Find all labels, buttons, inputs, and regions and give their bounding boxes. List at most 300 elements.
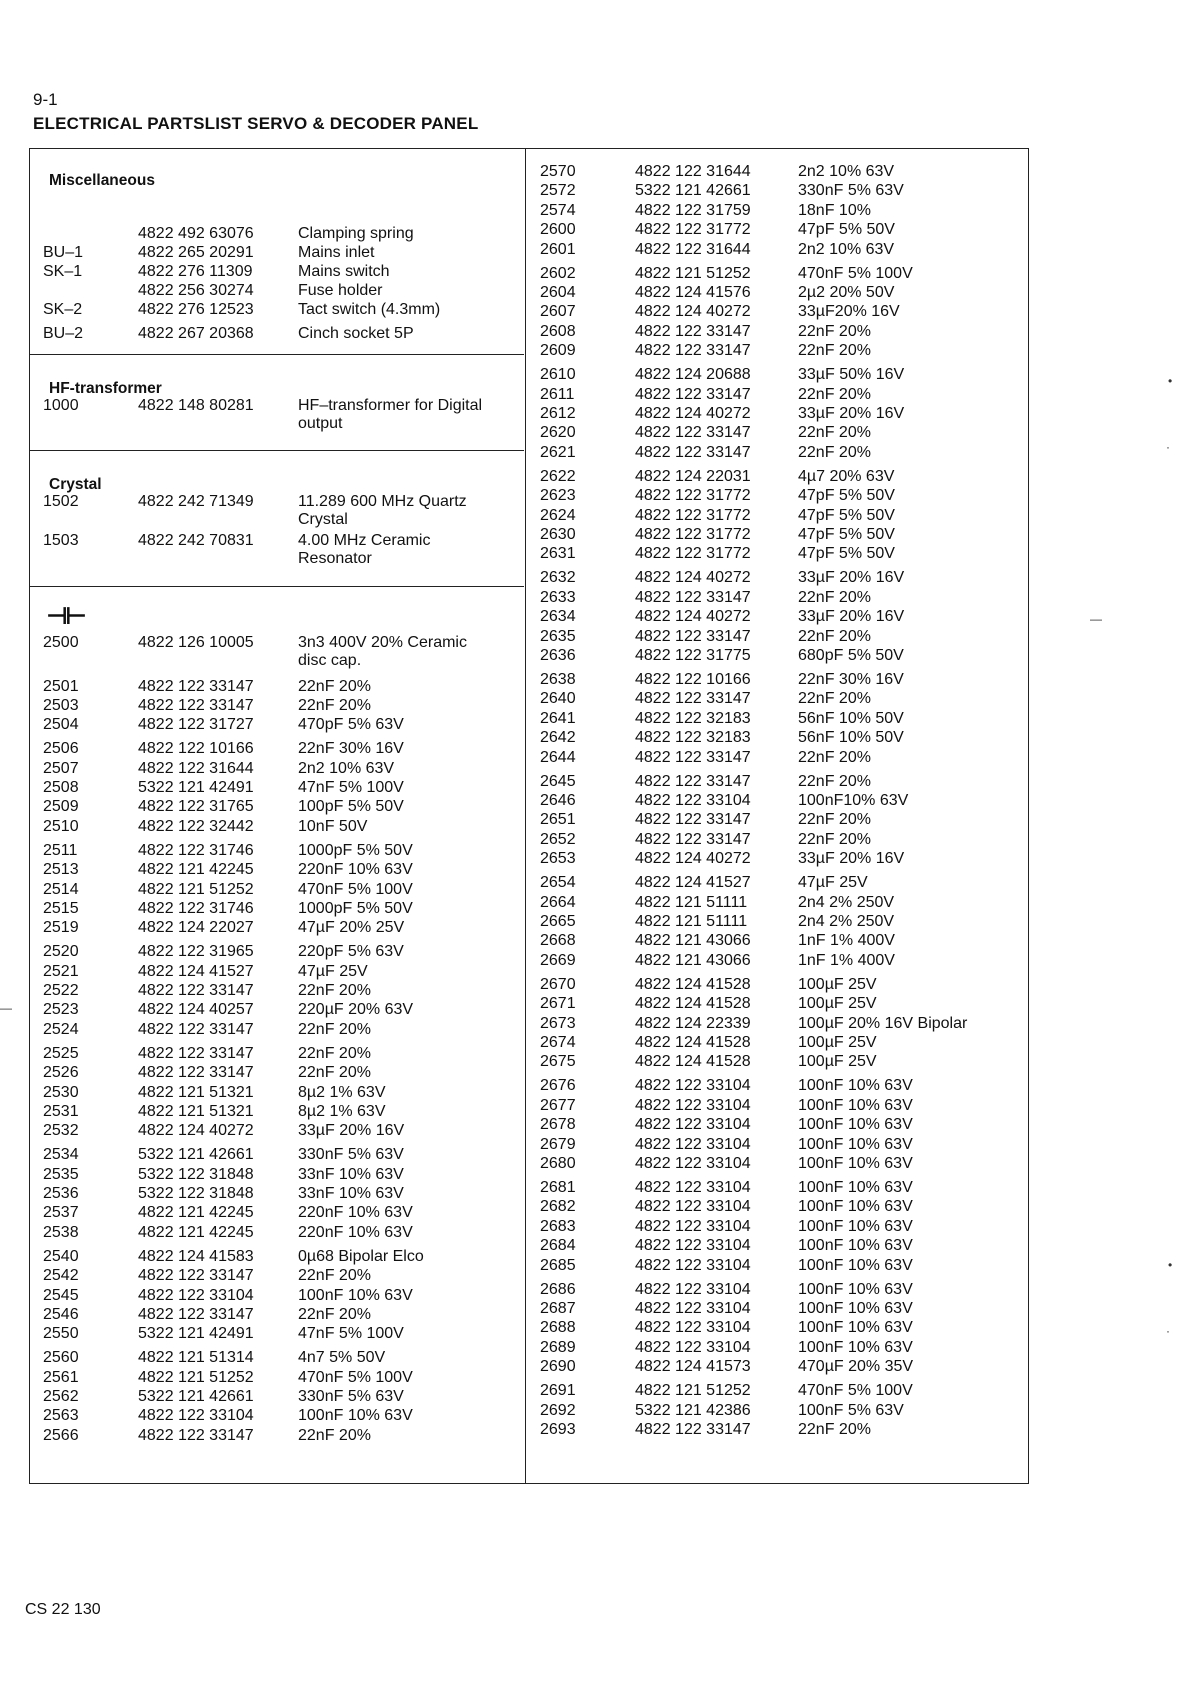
position-number: 2530 xyxy=(43,1083,79,1101)
part-description: 33µF 20% 16V xyxy=(798,850,905,868)
part-description: 33µF 20% 16V xyxy=(798,608,905,626)
position-number: 2682 xyxy=(540,1198,576,1216)
part-code: 4822 122 33147 xyxy=(138,1267,254,1285)
part-description: 100nF 10% 63V xyxy=(798,1116,913,1134)
part-description: 100nF 10% 63V xyxy=(798,1300,913,1317)
part-description: 33µF 20% 16V xyxy=(798,405,905,422)
part-code: 5322 121 42491 xyxy=(138,1325,254,1343)
part-description: 47pF 5% 50V xyxy=(798,221,895,239)
position-number: BU–1 xyxy=(43,244,84,261)
part-code: 4822 242 71349 xyxy=(138,493,254,510)
position-number: 2537 xyxy=(43,1204,79,1222)
position-number: 2513 xyxy=(43,861,79,879)
position-number: 2612 xyxy=(540,405,576,422)
part-code: 4822 122 33104 xyxy=(635,1256,751,1274)
part-code: 4822 122 32183 xyxy=(635,729,751,747)
position-number: 2506 xyxy=(43,740,79,758)
position-number: 2607 xyxy=(540,303,576,321)
part-code: 4822 122 31644 xyxy=(635,240,751,258)
position-number: 2563 xyxy=(43,1407,79,1425)
part-code: 4822 122 33147 xyxy=(138,1064,254,1082)
part-description: 47nF 5% 100V xyxy=(298,779,404,796)
position-number: 2602 xyxy=(540,264,576,282)
position-number: 2632 xyxy=(540,569,576,587)
part-code: 4822 124 22339 xyxy=(635,1014,751,1032)
part-code: 4822 124 40272 xyxy=(635,405,751,422)
page-title: ELECTRICAL PARTSLIST SERVO & DECODER PANEL xyxy=(33,114,479,133)
part-code: 4822 122 31772 xyxy=(635,545,751,563)
part-code: 4822 124 22031 xyxy=(635,467,751,485)
position-number: 2507 xyxy=(43,759,79,777)
part-description: 22nF 20% xyxy=(298,696,371,714)
part-code: 4822 124 40272 xyxy=(635,303,751,321)
part-code: 4822 124 41576 xyxy=(635,284,751,301)
page-number: 9-1 xyxy=(33,90,58,109)
part-description: 47pF 5% 50V xyxy=(798,487,895,505)
position-number: 2501 xyxy=(43,677,79,695)
part-code: 4822 256 30274 xyxy=(138,282,254,299)
part-description: 100µF 25V xyxy=(798,975,877,993)
position-number: 2651 xyxy=(540,811,576,829)
part-code: 4822 122 31965 xyxy=(138,943,254,961)
part-code: 4822 121 51314 xyxy=(138,1349,254,1367)
position-number: 2540 xyxy=(43,1247,79,1265)
part-description: 470µF 20% 35V xyxy=(798,1358,914,1376)
part-code: 4822 121 42245 xyxy=(138,861,254,879)
position-number: 2531 xyxy=(43,1102,79,1120)
part-description: 100nF 10% 63V xyxy=(798,1135,913,1153)
part-code: 4822 124 41528 xyxy=(635,975,751,993)
part-description: 33µF 20% 16V xyxy=(298,1122,405,1140)
scan-mark: · xyxy=(1166,440,1170,454)
part-description: 33nF 10% 63V xyxy=(298,1165,404,1183)
position-number: 2504 xyxy=(43,716,79,734)
position-number: 2503 xyxy=(43,696,79,714)
part-description-continued: Resonator xyxy=(298,550,372,567)
position-number: 2634 xyxy=(540,608,576,626)
part-description: 100nF 10% 63V xyxy=(798,1237,913,1255)
part-description: 220pF 5% 63V xyxy=(298,943,404,961)
position-number: 2523 xyxy=(43,1001,79,1019)
part-code: 4822 121 42245 xyxy=(138,1204,254,1222)
position-number: 2525 xyxy=(43,1044,79,1062)
part-code: 4822 124 41528 xyxy=(635,995,751,1013)
part-code: 4822 124 40272 xyxy=(635,569,751,587)
position-number: 2500 xyxy=(43,634,79,651)
part-description: 22nF 20% xyxy=(798,342,871,360)
part-code: 5322 122 31848 xyxy=(138,1165,254,1183)
part-description: 4µ7 20% 63V xyxy=(798,467,895,485)
part-code: 5322 121 42661 xyxy=(138,1146,254,1164)
position-number: 2683 xyxy=(540,1217,576,1235)
page-footer: CS 22 130 xyxy=(25,1601,101,1618)
part-description: 100nF 10% 63V xyxy=(798,1280,913,1298)
position-number: 1503 xyxy=(43,532,79,549)
part-code: 4822 122 33104 xyxy=(635,1096,751,1114)
part-description: 100nF 10% 63V xyxy=(798,1077,913,1095)
position-number: 2631 xyxy=(540,545,576,563)
part-description: 680pF 5% 50V xyxy=(798,647,904,664)
part-description: 22nF 20% xyxy=(298,1305,371,1323)
position-number: 2673 xyxy=(540,1014,576,1032)
position-number: 2514 xyxy=(43,880,79,898)
position-number: 2653 xyxy=(540,850,576,868)
part-code: 4822 122 33104 xyxy=(635,1319,751,1337)
part-description: 8µ2 1% 63V xyxy=(298,1083,386,1101)
position-number: 2642 xyxy=(540,729,576,747)
part-code: 4822 124 41528 xyxy=(635,1034,751,1051)
position-number: 2686 xyxy=(540,1280,576,1298)
part-description: 2n4 2% 250V xyxy=(798,893,895,911)
part-description: 470nF 5% 100V xyxy=(298,880,413,898)
part-description: 100µF 20% 16V Bipolar xyxy=(798,1014,968,1032)
part-description: 1nF 1% 400V xyxy=(798,932,895,950)
part-description: 10nF 50V xyxy=(298,817,368,835)
part-description: 100nF 10% 63V xyxy=(298,1407,413,1425)
part-code: 4822 122 33104 xyxy=(635,1280,751,1298)
part-description: 22nF 20% xyxy=(798,443,871,461)
part-code: 4822 122 31644 xyxy=(138,759,254,777)
part-code: 4822 122 33147 xyxy=(635,385,751,403)
part-code: 4822 265 20291 xyxy=(138,244,254,261)
part-code: 4822 492 63076 xyxy=(138,225,254,242)
position-number: 2532 xyxy=(43,1122,79,1140)
part-description: 100µF 25V xyxy=(798,1034,877,1051)
part-code: 4822 122 33147 xyxy=(138,696,254,714)
part-code: 4822 122 31746 xyxy=(138,899,254,917)
part-code: 4822 122 33104 xyxy=(635,1198,751,1216)
position-number: 2675 xyxy=(540,1053,576,1071)
position-number: 2624 xyxy=(540,506,576,524)
position-number: 2620 xyxy=(540,424,576,442)
position-number: 2665 xyxy=(540,913,576,930)
part-code: 4822 122 33104 xyxy=(635,1179,751,1196)
position-number: 2519 xyxy=(43,919,79,937)
part-description: 22nF 20% xyxy=(798,322,871,340)
part-description: 22nF 20% xyxy=(798,772,871,790)
part-code: 5322 121 42661 xyxy=(635,182,751,200)
part-code: 4822 122 33104 xyxy=(635,1300,751,1317)
position-number: 2536 xyxy=(43,1185,79,1202)
scan-mark: — xyxy=(1090,612,1102,626)
part-description: 47µF 20% 25V xyxy=(298,919,405,937)
position-number: 2515 xyxy=(43,899,79,917)
part-code: 4822 122 32442 xyxy=(138,817,254,835)
part-description: 22nF 20% xyxy=(798,385,871,403)
part-description: 47µF 25V xyxy=(798,874,868,892)
part-code: 4822 122 33147 xyxy=(138,1305,254,1323)
part-description: 2n2 10% 63V xyxy=(798,240,895,258)
part-description: 22nF 20% xyxy=(298,1020,371,1038)
position-number: 2692 xyxy=(540,1401,576,1419)
part-description: 4.00 MHz Ceramic xyxy=(298,532,431,549)
part-code: 5322 122 31848 xyxy=(138,1185,254,1202)
part-description: 220nF 10% 63V xyxy=(298,1204,413,1222)
part-code: 4822 122 31759 xyxy=(635,201,751,219)
part-description-continued: disc cap. xyxy=(298,652,362,669)
part-description: 0µ68 Bipolar Elco xyxy=(298,1247,424,1265)
position-number: 2562 xyxy=(43,1388,79,1405)
part-description: 220µF 20% 63V xyxy=(298,1001,414,1019)
part-code: 4822 122 31644 xyxy=(635,163,751,180)
position-number: 2641 xyxy=(540,709,576,727)
position-number: 2680 xyxy=(540,1155,576,1172)
scan-mark: • xyxy=(1168,1258,1173,1272)
part-description: 22nF 20% xyxy=(298,982,371,999)
part-code: 4822 124 40272 xyxy=(635,608,751,626)
part-description: 470nF 5% 100V xyxy=(798,1382,913,1400)
part-code: 4822 122 10166 xyxy=(635,671,751,688)
part-code: 4822 121 51252 xyxy=(138,1368,254,1386)
part-description: 100nF 10% 63V xyxy=(798,1338,913,1356)
part-description: 100nF 5% 63V xyxy=(798,1401,904,1419)
position-number: 2608 xyxy=(540,322,576,340)
part-code: 4822 122 33147 xyxy=(635,588,751,606)
position-number: 2611 xyxy=(540,385,575,403)
part-code: 4822 122 33104 xyxy=(635,1155,751,1172)
part-description: 22nF 20% xyxy=(798,748,871,766)
capacitor-symbol-icon: ⊣⊢ xyxy=(46,603,84,630)
part-code: 5322 121 42386 xyxy=(635,1401,751,1419)
part-code: 4822 124 40257 xyxy=(138,1001,254,1019)
position-number: 1000 xyxy=(43,397,79,414)
position-number: 2684 xyxy=(540,1237,576,1255)
part-code: 4822 122 31765 xyxy=(138,798,254,816)
position-number: 2545 xyxy=(43,1286,79,1304)
position-number: 2510 xyxy=(43,817,79,835)
section-crystal xyxy=(30,451,524,587)
part-description: 330nF 5% 63V xyxy=(298,1388,404,1405)
part-description: 3n3 400V 20% Ceramic xyxy=(298,634,467,651)
position-number: 2546 xyxy=(43,1305,79,1323)
part-code: 4822 121 51252 xyxy=(138,880,254,898)
part-code: 4822 122 31727 xyxy=(138,716,254,734)
part-code: 4822 124 40272 xyxy=(138,1122,254,1140)
part-code: 4822 122 31772 xyxy=(635,526,751,543)
part-code: 4822 121 51252 xyxy=(635,264,751,282)
position-number: SK–1 xyxy=(43,263,83,280)
part-code: 4822 122 33147 xyxy=(138,982,254,999)
scan-mark: — xyxy=(0,1001,12,1015)
part-code: 4822 124 22027 xyxy=(138,919,254,937)
part-description: 220nF 10% 63V xyxy=(298,1223,413,1241)
position-number: 2566 xyxy=(43,1426,79,1444)
part-description: 56nF 10% 50V xyxy=(798,709,904,727)
part-code: 4822 121 51111 xyxy=(635,893,748,911)
part-code: 4822 126 10005 xyxy=(138,634,254,651)
part-code: 4822 242 70831 xyxy=(138,532,254,549)
part-description: 100nF 10% 63V xyxy=(798,1155,913,1172)
part-description: 100nF 10% 63V xyxy=(298,1286,413,1304)
position-number: SK–2 xyxy=(43,301,83,318)
part-description: Clamping spring xyxy=(298,225,414,242)
part-code: 4822 122 33104 xyxy=(138,1407,254,1425)
part-description: 2µ2 20% 50V xyxy=(798,284,895,301)
part-description: 100nF 10% 63V xyxy=(798,1096,913,1114)
position-number: 2572 xyxy=(540,182,576,200)
part-code: 4822 122 33147 xyxy=(635,342,751,360)
part-description: 33nF 10% 63V xyxy=(298,1185,404,1202)
part-description: 22nF 20% xyxy=(798,690,871,708)
part-description: 22nF 20% xyxy=(798,811,871,829)
part-description-continued: output xyxy=(298,415,343,432)
position-number: 2646 xyxy=(540,792,576,809)
column-divider xyxy=(525,148,526,1484)
position-number: 2560 xyxy=(43,1349,79,1367)
position-number: 2635 xyxy=(540,627,576,645)
part-code: 4822 122 33147 xyxy=(635,1421,751,1438)
part-description: 47nF 5% 100V xyxy=(298,1325,404,1343)
position-number: 2674 xyxy=(540,1034,576,1051)
position-number: 2574 xyxy=(540,201,576,219)
position-number: 2509 xyxy=(43,798,79,816)
position-number: 2521 xyxy=(43,962,79,980)
section-heading: Miscellaneous xyxy=(49,172,155,189)
position-number: 2688 xyxy=(540,1319,576,1337)
part-description: 8µ2 1% 63V xyxy=(298,1102,386,1120)
part-description: Mains switch xyxy=(298,263,390,280)
part-description: 220nF 10% 63V xyxy=(298,861,413,879)
part-description: 330nF 5% 63V xyxy=(298,1146,404,1164)
part-description: 22nF 20% xyxy=(798,1421,871,1438)
position-number: 2636 xyxy=(540,647,576,664)
part-description: 100nF 10% 63V xyxy=(798,1217,913,1235)
position-number: 2542 xyxy=(43,1267,79,1285)
part-code: 4822 122 31772 xyxy=(635,506,751,524)
part-code: 4822 122 33147 xyxy=(635,443,751,461)
position-number: 2522 xyxy=(43,982,79,999)
part-description: 22nF 20% xyxy=(298,677,371,695)
position-number: 2622 xyxy=(540,467,576,485)
part-description: 22nF 30% 16V xyxy=(798,671,904,688)
part-code: 4822 122 33147 xyxy=(635,748,751,766)
position-number: 2671 xyxy=(540,995,576,1013)
part-code: 5322 121 42491 xyxy=(138,779,254,796)
part-description: 4n7 5% 50V xyxy=(298,1349,386,1367)
part-description: 22nF 30% 16V xyxy=(298,740,404,758)
part-description: 18nF 10% xyxy=(798,201,871,219)
section-miscellaneous xyxy=(30,150,524,355)
section-heading: HF-transformer xyxy=(49,380,162,397)
part-description: 22nF 20% xyxy=(798,588,871,606)
part-code: 4822 148 80281 xyxy=(138,397,254,414)
position-number: 2604 xyxy=(540,284,576,301)
part-description: 22nF 20% xyxy=(298,1267,371,1285)
part-code: 4822 122 33104 xyxy=(635,1237,751,1255)
position-number: 2561 xyxy=(43,1368,79,1386)
position-number: 2664 xyxy=(540,893,576,911)
part-description: 22nF 20% xyxy=(298,1044,371,1062)
part-code: 4822 122 33147 xyxy=(635,690,751,708)
part-description: Tact switch (4.3mm) xyxy=(298,301,441,318)
part-description: 22nF 20% xyxy=(298,1064,371,1082)
part-code: 4822 122 33147 xyxy=(138,1044,254,1062)
position-number: 2638 xyxy=(540,671,576,688)
part-description: 22nF 20% xyxy=(798,830,871,848)
part-code: 4822 121 51321 xyxy=(138,1102,254,1120)
position-number: 2534 xyxy=(43,1146,79,1164)
part-description: 100nF 10% 63V xyxy=(798,1198,913,1216)
part-code: 4822 122 31746 xyxy=(138,841,254,859)
position-number: 2687 xyxy=(540,1300,576,1317)
position-number: 2678 xyxy=(540,1116,576,1134)
position-number: 2601 xyxy=(540,240,576,258)
part-code: 4822 276 12523 xyxy=(138,301,254,318)
position-number: 2654 xyxy=(540,874,576,892)
part-code: 4822 122 33104 xyxy=(635,1135,751,1153)
position-number: 2681 xyxy=(540,1179,576,1196)
part-description: 100µF 25V xyxy=(798,995,877,1013)
part-code: 4822 122 31772 xyxy=(635,487,751,505)
position-number: 2689 xyxy=(540,1338,576,1356)
part-description: 47µF 25V xyxy=(298,962,368,980)
part-code: 4822 122 33147 xyxy=(635,627,751,645)
part-description: 33µF 50% 16V xyxy=(798,366,905,384)
part-code: 4822 124 41527 xyxy=(138,962,254,980)
scan-mark: · xyxy=(1166,1324,1170,1338)
part-code: 4822 122 32183 xyxy=(635,709,751,727)
part-code: 4822 124 41528 xyxy=(635,1053,751,1071)
position-number: 2600 xyxy=(540,221,576,239)
part-code: 4822 121 42245 xyxy=(138,1223,254,1241)
position-number: 2610 xyxy=(540,366,576,384)
part-description: 100nF10% 63V xyxy=(798,792,909,809)
part-description: 47pF 5% 50V xyxy=(798,506,895,524)
part-description: Cinch socket 5P xyxy=(298,325,414,342)
part-code: 5322 121 42661 xyxy=(138,1388,254,1405)
part-description: 100pF 5% 50V xyxy=(298,798,404,816)
part-description: 33µF20% 16V xyxy=(798,303,900,321)
part-code: 4822 122 33147 xyxy=(635,811,751,829)
position-number: 2524 xyxy=(43,1020,79,1038)
position-number: 2668 xyxy=(540,932,576,950)
position-number: 2550 xyxy=(43,1325,79,1343)
position-number: 2693 xyxy=(540,1421,576,1438)
part-description: 11.289 600 MHz Quartz xyxy=(298,493,467,510)
position-number: 2676 xyxy=(540,1077,576,1095)
part-code: 4822 122 33104 xyxy=(138,1286,254,1304)
position-number: 2679 xyxy=(540,1135,576,1153)
part-code: 4822 122 33104 xyxy=(635,1116,751,1134)
part-code: 4822 122 33147 xyxy=(635,772,751,790)
position-number: 2623 xyxy=(540,487,576,505)
part-code: 4822 122 33104 xyxy=(635,1217,751,1235)
part-code: 4822 121 43066 xyxy=(635,951,751,969)
position-number: 2685 xyxy=(540,1256,576,1274)
position-number: 2630 xyxy=(540,526,576,543)
part-description: 100nF 10% 63V xyxy=(798,1319,913,1337)
position-number: 2670 xyxy=(540,975,576,993)
position-number: BU–2 xyxy=(43,325,84,342)
part-description: 2n4 2% 250V xyxy=(798,913,895,930)
part-code: 4822 124 20688 xyxy=(635,366,751,384)
part-description: 1000pF 5% 50V xyxy=(298,899,413,917)
part-code: 4822 122 33104 xyxy=(635,792,751,809)
part-description: Mains inlet xyxy=(298,244,375,261)
part-description: 33µF 20% 16V xyxy=(798,569,905,587)
position-number: 1502 xyxy=(43,493,79,510)
part-description: 470nF 5% 100V xyxy=(298,1368,413,1386)
part-description: 47pF 5% 50V xyxy=(798,526,895,543)
part-code: 4822 124 41583 xyxy=(138,1247,254,1265)
scan-mark: • xyxy=(1168,374,1173,388)
part-code: 4822 124 41527 xyxy=(635,874,751,892)
position-number: 2633 xyxy=(540,588,576,606)
part-code: 4822 122 33147 xyxy=(138,1426,254,1444)
position-number: 2645 xyxy=(540,772,576,790)
position-number: 2652 xyxy=(540,830,576,848)
part-code: 4822 121 51252 xyxy=(635,1382,751,1400)
